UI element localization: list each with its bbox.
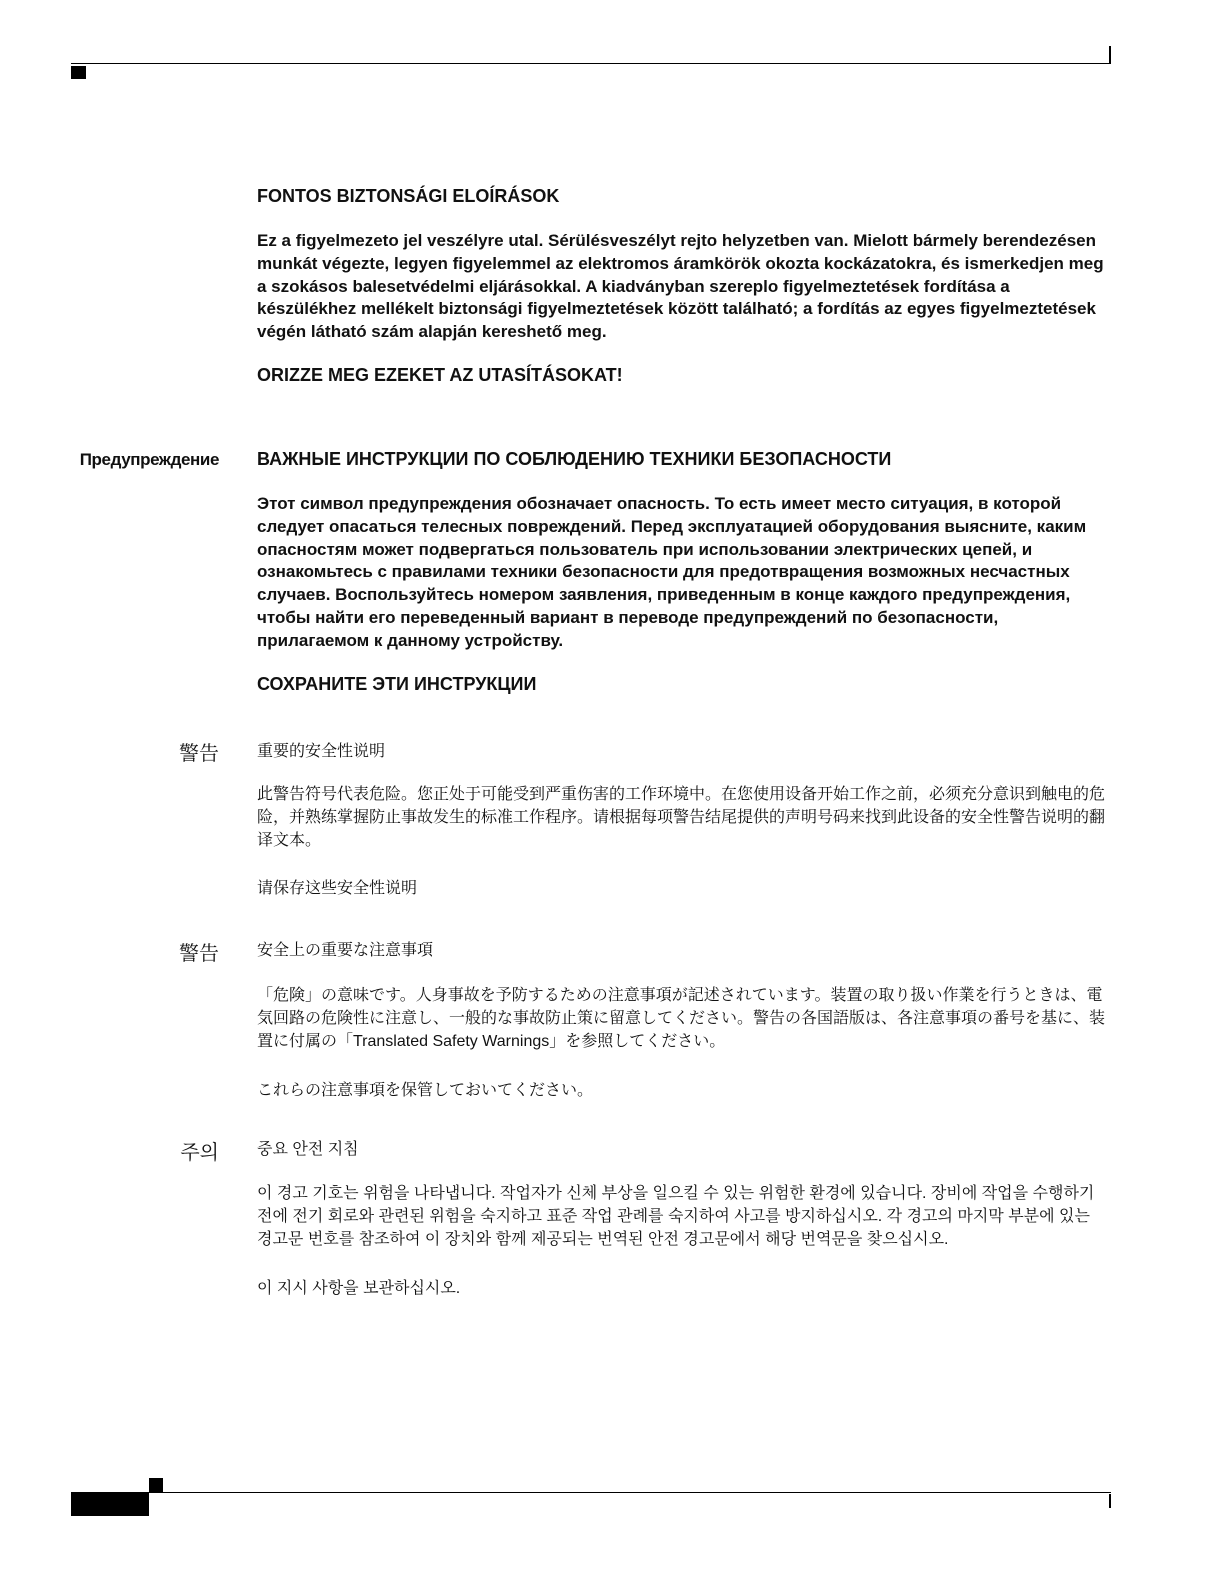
warning-label: 警告	[179, 943, 219, 965]
section-title: ВАЖНЫЕ ИНСТРУКЦИИ ПО СОБЛЮДЕНИЮ ТЕХНИКИ БЕЗОПАСНОСТИ	[257, 449, 892, 469]
section-title: 安全上の重要な注意事項	[257, 942, 434, 959]
section-title: 중요 안전 지침	[257, 1141, 359, 1158]
footer-tick	[1109, 1494, 1111, 1508]
section-text: 「危険」の意味です。人身事故を予防するための注意事項が記述されています。装置の取り扱い作業を行うときは、電気回路の危険性に注意し、一般的な事故防止策に留意してください。警告の各国語版は、各注意事項の番号を基に、装置に付属の「Translated Safety Warnings」を参照してください。	[257, 987, 1106, 1050]
section-save-note: ORIZZE MEG EZEKET AZ UTASÍTÁSOKAT!	[257, 364, 623, 385]
section-title: 重要的安全性说明	[257, 743, 386, 760]
section-save-note: 이 지시 사항을 보관하십시오.	[257, 1280, 461, 1298]
header-rule	[71, 63, 1111, 64]
section-text: 此警告符号代表危险。您正处于可能受到严重伤害的工作环境中。在您使用设备开始工作之前，必须充分意识到触电的危险，并熟练掌握防止事故发生的标准工作程序。请根据每项警告结尾提供的声明号码来找到此设备的安全性警告说明的翻译文本。	[257, 786, 1106, 849]
warning-label: 주의	[180, 1142, 219, 1164]
warning-label: Предупреждение	[79, 450, 219, 469]
section-save-note: 请保存这些安全性说明	[257, 880, 418, 898]
section-save-note: これらの注意事項を保管しておいてください。	[257, 1082, 594, 1100]
header-marker	[71, 66, 86, 79]
section-save-note: СОХРАНИТЕ ЭТИ ИНСТРУКЦИИ	[257, 673, 537, 694]
footer-page-tab	[71, 1493, 149, 1516]
section-text: 이 경고 기호는 위험을 나타냅니다. 작업자가 신체 부상을 일으킬 수 있는 위험한 환경에 있습니다. 장비에 작업을 수행하기 전에 전기 회로와 관련된 위험을 숙지하고 표준 작업 관례를 숙지하여 사고를 방지하십시오. 각 경고의 마지막 부분에 있는 경고문 번호를 참조하여 이 장치와 함께 제공되는 번역된 안전 경고문에서 해당 번역문을 찾으십시오.	[257, 1185, 1095, 1248]
footer-rule	[71, 1492, 1111, 1493]
section-text: Ez a figyelmezeto jel veszélyre utal. Sérülésveszélyt rejto helyzetben van. Mielott bármely berendezésen munkát végezte, legyen figyelemmel az elektromos áramkörök okozta kockázatokra, és ismerkedjen meg a szokásos balesetvédelmi eljárásokkal. A kiadványban szereplo figyelmeztetések fordítása a készülékhez mellékelt biztonsági figyelmeztetések között található; a fordítás az egyes figyelmeztetések végén látható szám alapján kereshető meg.	[257, 231, 1104, 342]
section-title: FONTOS BIZTONSÁGI ELOÍRÁSOK	[257, 186, 560, 206]
section-text: Этот символ предупреждения обозначает опасность. То есть имеет место ситуация, в которой следует опасаться телесных повреждений. Перед эксплуатацией оборудования выясните, каким опасностям может подвергаться пользователь при использовании электрических цепей, и ознакомьтесь с правилами техники безопасности для предотвращения возможных несчастных случаев. Воспользуйтесь номером заявления, приведенным в конце каждого предупреждения, чтобы найти его переведенный вариант в переводе предупреждений по безопасности, прилагаемом к данному устройству.	[257, 494, 1087, 650]
footer-marker	[149, 1478, 163, 1492]
header-tick	[1109, 46, 1111, 64]
warning-label: 警告	[179, 743, 219, 765]
